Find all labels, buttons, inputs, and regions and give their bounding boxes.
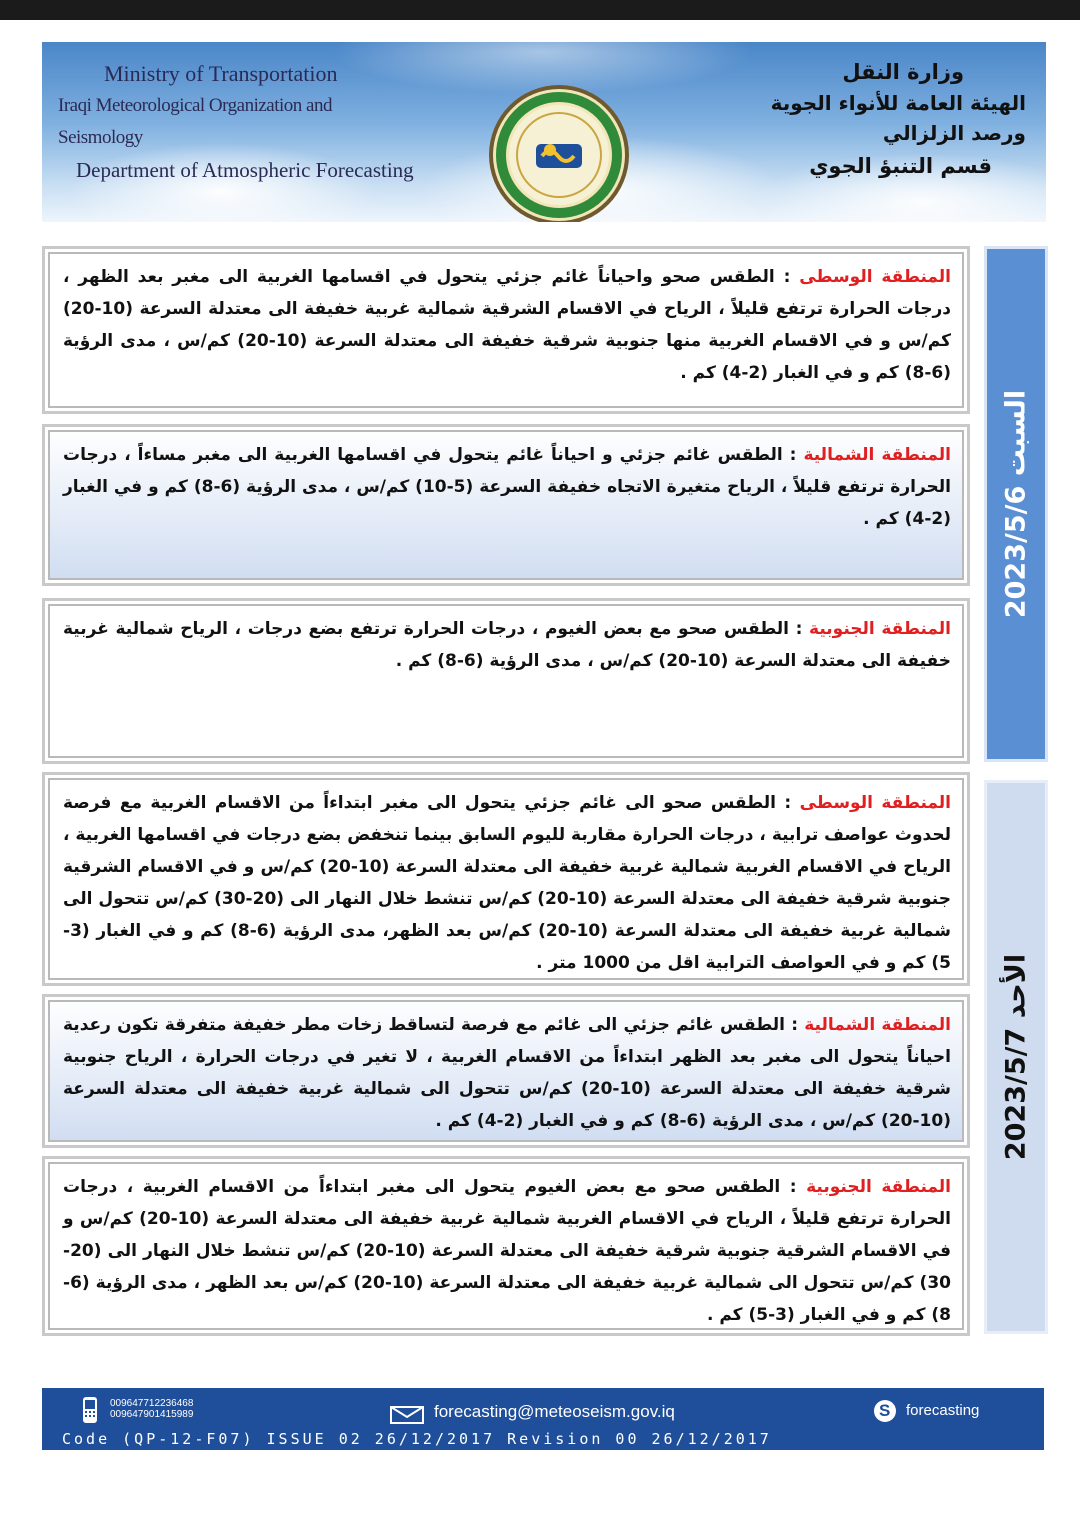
forecast-body: الطقس صحو مع بعض الغيوم ، درجات الحرارة ترتفع بضع درجات ، الرياح شمالية غربية خفيفة الى معتدلة السرعة (10-20) كم/س ، مدى الرؤية (6-8) كم . bbox=[63, 619, 951, 671]
forecast-body: الطقس صحو واحياناً غائم جزئي يتحول في اقسامها الغربية الى مغبر بعد الظهر ، درجات الحرارة ترتفع قليلاً ، الرياح في الاقسام الشرقية شمالية غربية خفيفة الى معتدلة السرعة (10-20) كم/س و في الاقسام الغربية منها جنوبية شرقية خفيفة الى معتدلة السرعة (10-20) كم/س ، مدى الرؤية (6-8) كم و في الغبار (2-4) كم . bbox=[63, 267, 951, 383]
forecast-day1-south bbox=[42, 598, 970, 764]
skype-handle: forecasting bbox=[906, 1402, 980, 1419]
skype-icon bbox=[874, 1400, 896, 1422]
forecast-text: المنطقة الجنوبية : الطقس صحو مع بعض الغيوم يتحول الى مغبر ابتداءاً من الاقسام الغربية ، درجات الحرارة ترتفع قليلاً ، الرياح في الاقسام الغربية شمالية غربية خفيفة الى معتدلة السرعة (10-20) كم/س و في الاقسام الشرقية جنوبية شرقية خفيفة الى معتدلة السرعة (10-20) كم/س تنشط خلال النهار الى (20-30) كم/س تتحول الى شمالية غربية خفيفة الى معتدلة السرعة (10-20) كم/س بعد الظهر ، مدى الرؤية (6-8) كم و في الغبار (3-5) كم . bbox=[63, 1177, 952, 1325]
footer-bar bbox=[42, 1388, 1044, 1450]
forecast-day2-south bbox=[42, 1156, 970, 1336]
contact-email[interactable]: forecasting@meteoseism.gov.iq bbox=[434, 1402, 675, 1421]
forecast-body: الطقس صحو مع بعض الغيوم يتحول الى مغبر ابتداءاً من الاقسام الغربية ، درجات الحرارة ترتفع قليلاً ، الرياح في الاقسام الغربية شمالية غربية خفيفة الى معتدلة السرعة (10-20) كم/س و في الاقسام الشرقية جنوبية شرقية خفيفة الى معتدلة السرعة (10-20) كم/س تنشط خلال النهار الى (20-30) كم/س تتحول الى شمالية غربية خفيفة الى معتدلة السرعة (10-20) كم/س بعد الظهر ، مدى الرؤية (6-8) كم و في الغبار (3-5) كم . bbox=[63, 1177, 952, 1325]
document-code: Code (QP-12-F07) ISSUE 02 26/12/2017 Revision 00 26/12/2017 bbox=[62, 1430, 772, 1448]
region-name: المنطقة الجنوبية bbox=[809, 619, 951, 639]
organization-name-ar: الهيئة العامة للأنواء الجوية ورصد الزلزالي bbox=[770, 91, 1026, 145]
forecast-text: المنطقة الوسطى : الطقس صحو الى غائم جزئي يتحول الى مغبر ابتداءاً من الاقسام الغربية مع فرصة لحدوث عواصف ترابية ، درجات الحرارة مقاربة لليوم السابق بينما تنخفض بضع درجات في اقسامها الغربية ، الرياح في الاقسام الغربية شمالية غربية خفيفة الى معتدلة السرعة (10-20) كم/س و في الاقسام الشرقية جنوبية شرقية خفيفة الى معتدلة السرعة (10-20) كم/س تنشط خلال النهار الى (20-30) كم/س تتحول الى شمالية غربية خفيفة الى معتدلة السرعة (10-20) كم/س بعد الظهر، مدى الرؤية (6-8) كم و في الغبار (3-5) كم و في العواصف الترابية اقل من 1000 متر . bbox=[63, 793, 951, 973]
forecast-day2-north bbox=[42, 994, 970, 1148]
forecast-day1-central bbox=[42, 246, 970, 414]
ministry-name-en: Ministry of Transportation bbox=[104, 61, 338, 86]
region-name: المنطقة الجنوبية bbox=[806, 1177, 951, 1197]
day1-date: السبت 2023/5/6 bbox=[1000, 389, 1032, 619]
top-border bbox=[0, 0, 1080, 20]
header-banner bbox=[42, 42, 1046, 222]
mail-icon bbox=[390, 1406, 424, 1424]
day2-date: الأحد 2023/5/7 bbox=[1000, 953, 1032, 1161]
region-name: المنطقة الشمالية bbox=[803, 445, 951, 465]
region-name: المنطقة الوسطى bbox=[799, 793, 951, 813]
phone-number-1: 009647712236468 bbox=[110, 1398, 194, 1409]
forecast-text: المنطقة الجنوبية : الطقس صحو مع بعض الغيوم ، درجات الحرارة ترتفع بضع درجات ، الرياح شمالية غربية خفيفة الى معتدلة السرعة (10-20) كم/س ، مدى الرؤية (6-8) كم . bbox=[63, 619, 951, 671]
ministry-name-ar: وزارة النقل bbox=[842, 60, 964, 84]
region-name: المنطقة الوسطى bbox=[799, 267, 952, 287]
header-arabic bbox=[726, 56, 1026, 184]
header-english bbox=[58, 58, 418, 186]
date-bar-day1 bbox=[984, 246, 1048, 762]
forecast-day2-central bbox=[42, 772, 970, 986]
forecast-text: المنطقة الوسطى : الطقس صحو واحياناً غائم جزئي يتحول في اقسامها الغربية الى مغبر بعد الظهر ، درجات الحرارة ترتفع قليلاً ، الرياح في الاقسام الشرقية شمالية غربية خفيفة الى معتدلة السرعة (10-20) كم/س و في الاقسام الغربية منها جنوبية شرقية خفيفة الى معتدلة السرعة (10-20) كم/س ، مدى الرؤية (6-8) كم و في الغبار (2-4) كم . bbox=[63, 267, 952, 383]
phone-icon bbox=[82, 1396, 98, 1424]
region-name: المنطقة الشمالية bbox=[804, 1015, 951, 1035]
department-name-ar: قسم التنبؤ الجوي bbox=[809, 154, 992, 178]
organization-seal-icon bbox=[486, 82, 632, 222]
forecast-body: الطقس غائم جزئي الى غائم مع فرصة لتساقط زخات مطر خفيفة متفرقة تكون رعدية احياناً يتحول الى مغبر بعد الظهر ابتداءاً من الاقسام الغربية ، لا تغير في درجات الحرارة ، الرياح جنوبية شرقية خفيفة الى معتدلة السرعة (10-20) كم/س تتحول الى شمالية غربية خفيفة الى معتدلة السرعة (10-20) كم/س ، مدى الرؤية (6-8) كم و في الغبار (2-4) كم . bbox=[63, 1015, 951, 1131]
forecast-text: المنطقة الشمالية : الطقس غائم جزئي الى غائم مع فرصة لتساقط زخات مطر خفيفة متفرقة تكون رعدية احياناً يتحول الى مغبر بعد الظهر ابتداءاً من الاقسام الغربية ، لا تغير في درجات الحرارة ، الرياح جنوبية شرقية خفيفة الى معتدلة السرعة (10-20) كم/س تتحول الى شمالية غربية خفيفة الى معتدلة السرعة (10-20) كم/س ، مدى الرؤية (6-8) كم و في الغبار (2-4) كم . bbox=[63, 1015, 951, 1131]
forecast-text: المنطقة الشمالية : الطقس غائم جزئي و احياناً غائم يتحول في اقسامها الغربية الى مغبر مساءاً ، درجات الحرارة ترتفع قليلاً ، الرياح متغيرة الاتجاه خفيفة السرعة (5-10) كم/س ، مدى الرؤية (6-8) كم و في الغبار (2-4) كم . bbox=[63, 445, 951, 529]
phone-numbers bbox=[110, 1398, 193, 1420]
forecast-body: الطقس صحو الى غائم جزئي يتحول الى مغبر ابتداءاً من الاقسام الغربية مع فرصة لحدوث عواصف ترابية ، درجات الحرارة مقاربة لليوم السابق بينما تنخفض بضع درجات في اقسامها الغربية ، الرياح في الاقسام الغربية شمالية غربية خفيفة الى معتدلة السرعة (10-20) كم/س و في الاقسام الشرقية جنوبية شرقية خفيفة الى معتدلة السرعة (10-20) كم/س تنشط خلال النهار الى (20-30) كم/س تتحول الى شمالية غربية خفيفة الى معتدلة السرعة (10-20) كم/س بعد الظهر، مدى الرؤية (6-8) كم و في الغبار (3-5) كم و في العواصف الترابية اقل من 1000 متر . bbox=[63, 793, 951, 973]
forecast-body: الطقس غائم جزئي و احياناً غائم يتحول في اقسامها الغربية الى مغبر مساءاً ، درجات الحرارة ترتفع قليلاً ، الرياح متغيرة الاتجاه خفيفة السرعة (5-10) كم/س ، مدى الرؤية (6-8) كم و في الغبار (2-4) كم . bbox=[63, 445, 951, 529]
organization-name-en: Iraqi Meteorological Organization and Seismology bbox=[58, 95, 332, 148]
phone-number-2: 009647901415989 bbox=[110, 1409, 194, 1420]
department-name-en: Department of Atmospheric Forecasting bbox=[76, 158, 414, 182]
forecast-day1-north bbox=[42, 424, 970, 586]
date-bar-day2 bbox=[984, 780, 1048, 1334]
